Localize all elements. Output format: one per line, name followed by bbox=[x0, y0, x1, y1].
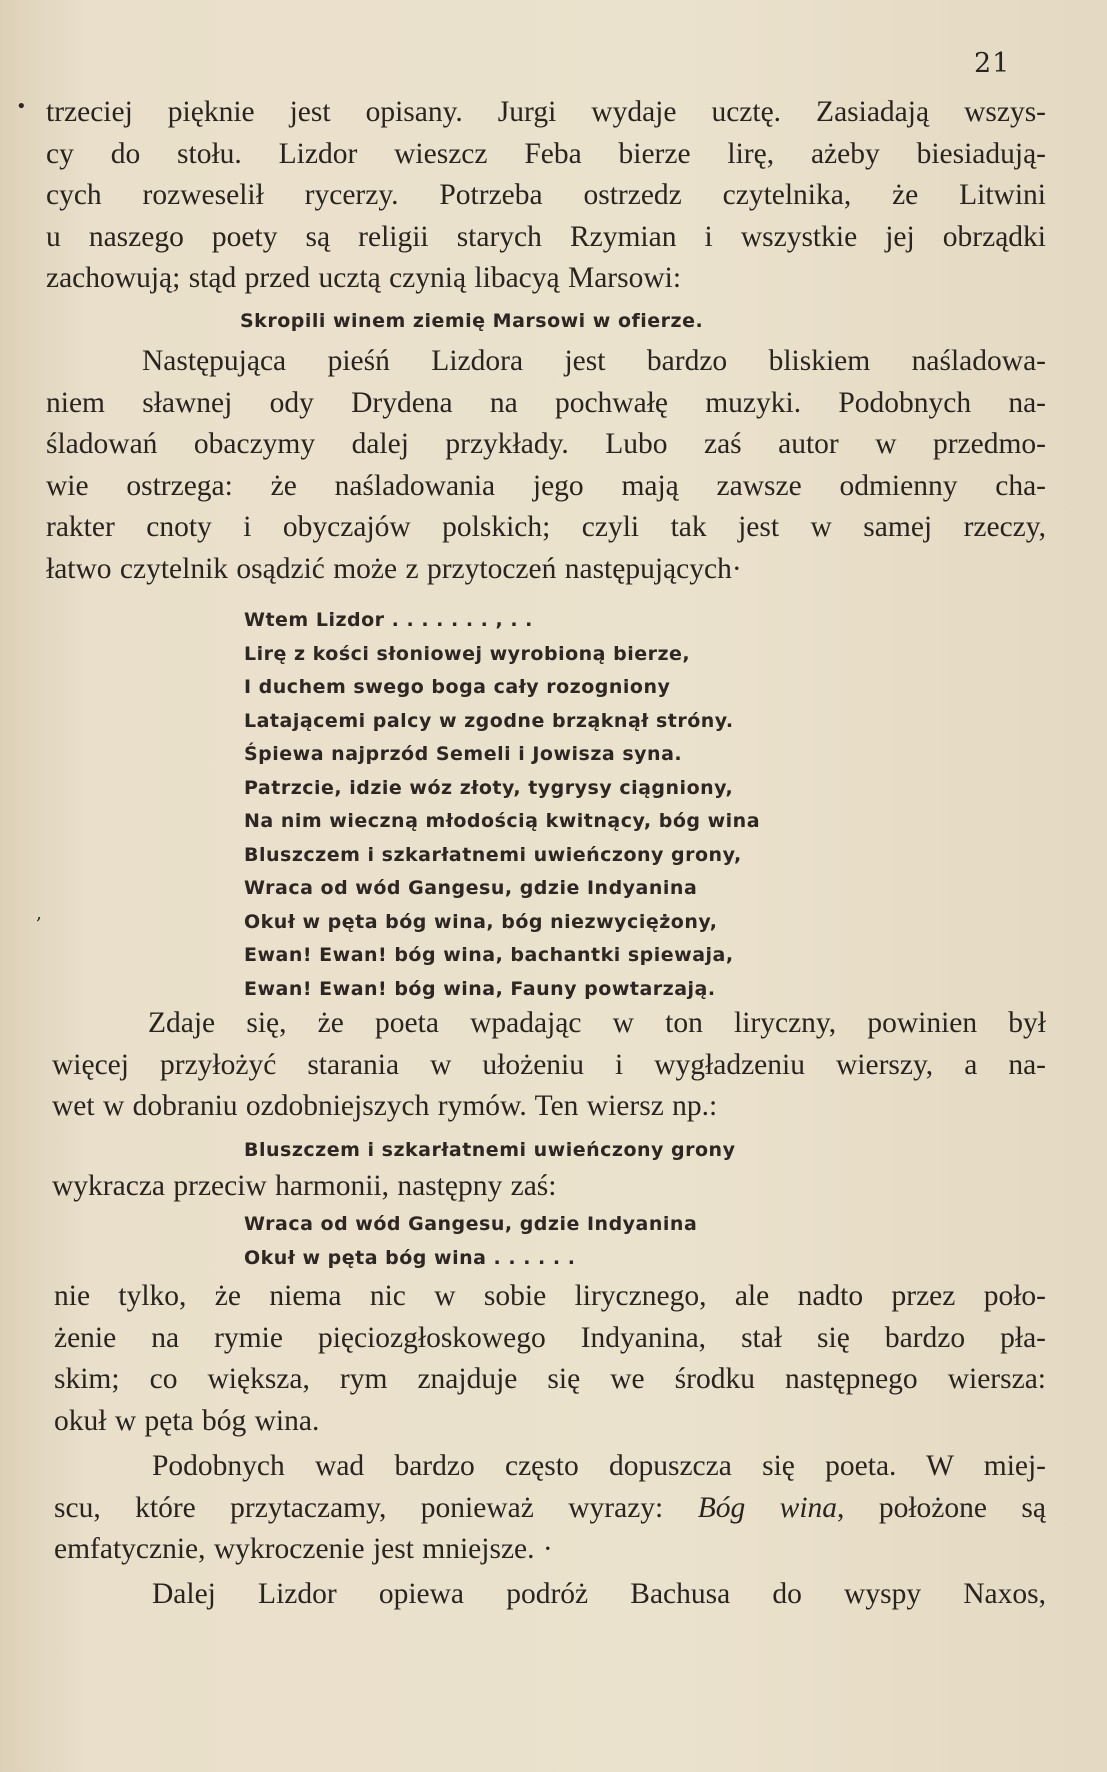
verse-line: Skropili winem ziemię Marsowi w ofierze. bbox=[240, 310, 704, 332]
text-line: skim; co większa, rym znajduje się we środku następnego wiersza: bbox=[54, 1363, 1046, 1395]
text-line: niem sławnej ody Drydena na pochwałę muzyki. Podobnych na- bbox=[46, 386, 1046, 419]
quote-gangesu bbox=[244, 1208, 804, 1275]
text-line: trzeciej pięknie jest opisany. Jurgi wydaje ucztę. Zasiadają wszys- bbox=[46, 96, 1046, 128]
verse-line: Śpiewa najprzód Semeli i Jowisza syna. bbox=[244, 743, 683, 765]
quote-bluszczem bbox=[244, 1134, 804, 1168]
text-line: Dalej Lizdor opiewa podróż Bachusa do wyspy Naxos, bbox=[152, 1578, 1046, 1610]
paragraph-faults bbox=[54, 1446, 1046, 1571]
text-line bbox=[54, 1488, 1046, 1530]
verse-line: Latającemi palcy w zgodne brząknął stróny. bbox=[244, 709, 734, 732]
paragraph-critique bbox=[52, 1003, 1046, 1128]
text-line: cych rozweselił rycerzy. Potrzeba ostrzedz czytelnika, że Litwini bbox=[46, 179, 1046, 211]
paragraph-harmony bbox=[52, 1166, 1052, 1208]
text-line: cy do stołu. Lizdor wieszcz Feba bierze lirę, ażeby biesiadują- bbox=[46, 137, 1046, 170]
verse-line: Wraca od wód Gangesu, gdzie Indyanina bbox=[244, 877, 698, 899]
paragraph-intro bbox=[46, 92, 1046, 300]
verse-line: Wtem Lizdor . . . . . . . , . . bbox=[244, 609, 533, 631]
text-line: śladowań obaczymy dalej przykłady. Lubo zaś autor w przedmo- bbox=[46, 428, 1046, 460]
text-line: wie ostrzega: że naśladowania jego mają zawsze odmienny cha- bbox=[46, 469, 1046, 502]
verse-line: Ewan! Ewan! bóg wina, Fauny powtarzają. bbox=[244, 977, 716, 1000]
text-line: żenie na rymie pięciozgłoskowego Indyanina, stał się bardzo pła- bbox=[54, 1321, 1046, 1354]
text-line: Następująca pieśń Lizdora jest bardzo bliskiem naśladowa- bbox=[142, 345, 1046, 377]
poem-lizdor bbox=[244, 604, 804, 1006]
page-number: 21 bbox=[974, 48, 1011, 79]
paragraph-naxos bbox=[54, 1574, 1046, 1616]
text-fragment: , położone są bbox=[837, 1491, 1046, 1524]
italic-phrase: Bóg wina bbox=[697, 1491, 838, 1524]
verse-line: Na nim wieczną młodością kwitnący, bóg wina bbox=[244, 810, 761, 832]
verse-line: Ewan! Ewan! bóg wina, bachantki spiewaja, bbox=[244, 944, 734, 966]
verse-line: Lirę z kości słoniowej wyrobioną bierze, bbox=[244, 642, 691, 665]
text-line: okuł w pęta bóg wina. bbox=[54, 1404, 320, 1437]
verse-line: Patrzcie, idzie wóz złoty, tygrysy ciągniony, bbox=[244, 776, 734, 799]
paragraph-rhyme bbox=[54, 1276, 1046, 1442]
text-line: zachowują; stąd przed ucztą czynią libacyą Marsowi: bbox=[46, 262, 682, 294]
verse-line: I duchem swego boga cały rozogniony bbox=[244, 676, 671, 698]
verse-line: Bluszczem i szkarłatnemi uwieńczony grony bbox=[244, 1139, 736, 1161]
text-line: u naszego poety są religii starych Rzymian i wszystkie jej obrządki bbox=[46, 220, 1046, 253]
text-line: więcej przyłożyć starania w ułożeniu i wygładzeniu wierszy, a na- bbox=[52, 1048, 1046, 1081]
text-line: wet w dobraniu ozdobniejszych rymów. Ten wiersz np.: bbox=[52, 1090, 718, 1122]
text-line: łatwo czytelnik osądzić może z przytoczeń następujących· bbox=[46, 552, 742, 585]
margin-mark: • bbox=[16, 96, 27, 117]
text-line: emfatycznie, wykroczenie jest mniejsze. · bbox=[54, 1533, 553, 1565]
verse-line: Okuł w pęta bóg wina . . . . . . bbox=[244, 1246, 576, 1269]
paragraph-imitation bbox=[46, 341, 1046, 590]
text-line: rakter cnoty i obyczajów polskich; czyli tak jest w samej rzeczy, bbox=[46, 511, 1046, 543]
text-line: Podobnych wad bardzo często dopuszcza się poeta. W miej- bbox=[152, 1450, 1046, 1482]
quote-mars bbox=[240, 305, 800, 339]
text-fragment: scu, które przytaczamy, ponieważ wyrazy: bbox=[54, 1491, 698, 1524]
text-line: nie tylko, że niema nic w sobie lirycznego, ale nadto przez poło- bbox=[54, 1280, 1046, 1312]
verse-line: Okuł w pęta bóg wina, bóg niezwyciężony, bbox=[244, 910, 718, 933]
text-line: wykracza przeciw harmonii, następny zaś: bbox=[52, 1170, 557, 1202]
verse-line: Wraca od wód Gangesu, gdzie Indyanina bbox=[244, 1213, 698, 1235]
text-line: Zdaje się, że poeta wpadając w ton liryczny, powinien był bbox=[148, 1007, 1046, 1039]
verse-line: Bluszczem i szkarłatnemi uwieńczony grony, bbox=[244, 843, 742, 866]
margin-mark: ‚ bbox=[36, 903, 42, 924]
